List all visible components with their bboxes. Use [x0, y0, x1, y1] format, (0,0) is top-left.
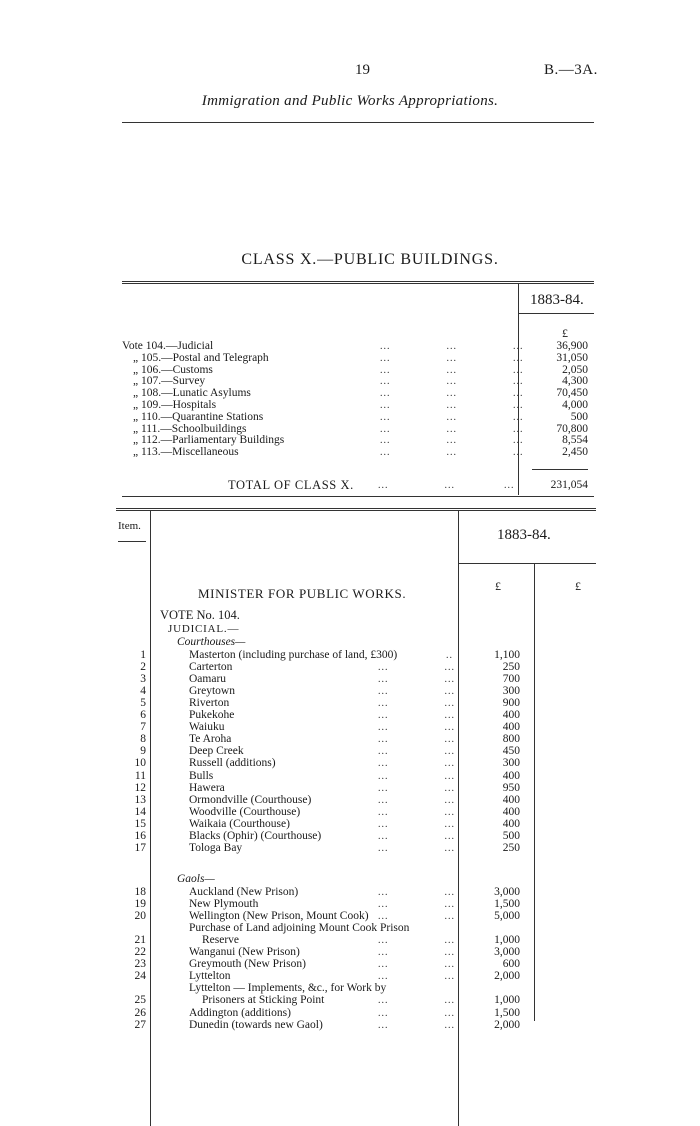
- item-number: 10: [134, 757, 146, 770]
- detail-row-label: Waiuku: [189, 721, 225, 734]
- summary-row-label: „ 113.—Miscellaneous: [133, 446, 239, 459]
- detail-row-amount: 1,500: [494, 1006, 520, 1019]
- gaols-heading: Gaols—: [177, 873, 215, 885]
- detail-row-amount: 400: [502, 721, 520, 734]
- detail-row-leader: ... ...: [378, 770, 455, 782]
- detail-row-amount: 400: [502, 769, 520, 782]
- detail-row-label: Bulls: [189, 769, 214, 782]
- detail-row-amount: 1,100: [494, 649, 520, 661]
- item-number: 5: [140, 697, 146, 710]
- item-number: 24: [134, 970, 146, 983]
- courthouses-heading: Courthouses—: [177, 636, 246, 648]
- detail-row-label: Pukekohe: [189, 709, 235, 722]
- summary-row-label: „ 108.—Lunatic Asylums: [133, 387, 251, 400]
- summary-row-amount: 31,050: [556, 351, 588, 364]
- detail-row-amount: 400: [502, 709, 520, 722]
- summary-row-label: Vote 104.—Judicial: [122, 340, 214, 352]
- detail-row-leader: ... ...: [378, 794, 455, 806]
- detail-item-divider: [150, 511, 151, 1126]
- detail-row-label-continued: Prisoners at Sticking Point: [202, 994, 325, 1007]
- summary-row-label: „ 106.—Customs: [133, 363, 213, 376]
- summary-row-label: „ 112.—Parliamentary Buildings: [133, 434, 285, 447]
- detail-row-leader: ... ...: [378, 959, 455, 971]
- detail-row-label: Lyttelton — Implements, &c., for Work by: [189, 982, 387, 995]
- summary-top-rule-double: [122, 283, 594, 284]
- summary-row-amount: 4,000: [562, 399, 588, 411]
- item-number: 17: [134, 841, 146, 854]
- running-title: Immigration and Public Works Appropriations.: [201, 93, 499, 109]
- detail-row-leader: ... ...: [378, 710, 455, 722]
- document-reference: B.—3A.: [544, 62, 598, 78]
- summary-row-leader: ... ... ...: [380, 447, 524, 459]
- detail-currency-2: £: [575, 579, 581, 593]
- detail-row-amount: 400: [502, 793, 520, 806]
- item-number: 4: [140, 685, 146, 698]
- detail-row-amount: 3,000: [494, 946, 520, 959]
- summary-year-header: 1883-84.: [530, 292, 584, 308]
- detail-total-divider: [534, 563, 535, 1021]
- item-column-header: Item.: [118, 520, 141, 532]
- summary-row-label: „ 107.—Survey: [133, 375, 206, 388]
- detail-row-label: Purchase of Land adjoining Mount Cook Prison: [189, 922, 410, 935]
- detail-row-leader: ... ...: [378, 746, 455, 758]
- class-title: CLASS X.—PUBLIC BUILDINGS.: [241, 251, 499, 268]
- detail-row-amount: 800: [502, 733, 520, 746]
- detail-year-rule: [459, 563, 596, 564]
- vote-name: JUDICIAL.—: [168, 623, 240, 635]
- detail-row-amount: 450: [502, 745, 520, 758]
- summary-row-label: „ 109.—Hospitals: [133, 399, 217, 411]
- detail-row-label: Auckland (New Prison): [189, 886, 299, 898]
- vote-heading: VOTE No. 104.: [160, 608, 240, 622]
- summary-row-leader: ... ... ...: [380, 376, 524, 388]
- detail-year-header: 1883-84.: [497, 527, 551, 543]
- detail-row-leader: ... ...: [378, 722, 455, 734]
- detail-row-label: Lyttelton: [189, 970, 231, 983]
- item-number: 14: [134, 805, 146, 818]
- detail-row-label: Deep Creek: [189, 745, 244, 758]
- detail-row-label: Carterton: [189, 661, 233, 674]
- detail-row-leader: ... ...: [378, 842, 455, 854]
- detail-row-leader: ... ...: [378, 806, 455, 818]
- detail-row-amount: 1,000: [494, 934, 520, 947]
- detail-row-amount: 400: [502, 805, 520, 818]
- detail-row-leader: ... ...: [378, 1019, 455, 1031]
- item-number: 9: [140, 745, 146, 758]
- summary-top-rule: [122, 281, 594, 282]
- detail-row-amount: 2,000: [494, 1018, 520, 1031]
- detail-row-leader: ... ...: [378, 818, 455, 830]
- detail-row-label: Oamaru: [189, 673, 227, 686]
- detail-row-leader: ... ...: [378, 734, 455, 746]
- detail-row-amount: 1,500: [494, 898, 520, 911]
- summary-row-leader: ... ... ...: [380, 435, 524, 447]
- detail-row-leader: ... ...: [378, 758, 455, 770]
- summary-row-amount: 500: [570, 410, 588, 423]
- detail-row-label-continued: Reserve: [202, 934, 240, 947]
- item-number: 19: [134, 898, 146, 911]
- detail-row-label: Waikaia (Courthouse): [189, 817, 290, 830]
- summary-row-leader: ... ... ...: [380, 400, 524, 411]
- detail-row-leader: ... ...: [378, 674, 455, 686]
- detail-row-label: Blacks (Ophir) (Courthouse): [189, 829, 322, 842]
- detail-row-label: Greytown: [189, 685, 235, 698]
- detail-row-leader: ... ...: [378, 935, 455, 947]
- summary-row-amount: 4,300: [562, 375, 588, 388]
- detail-row-leader: ... ...: [378, 911, 455, 923]
- summary-row-amount: 70,800: [556, 422, 588, 435]
- item-underline: [118, 541, 146, 542]
- detail-row-label: Te Aroha: [189, 733, 232, 746]
- item-number: 2: [140, 661, 146, 674]
- summary-row-amount: 36,900: [556, 340, 588, 352]
- detail-row-leader: ..: [446, 650, 453, 661]
- summary-row-amount: 2,050: [562, 363, 588, 376]
- detail-row-label: Wanganui (New Prison): [189, 946, 300, 959]
- detail-row-amount: 2,000: [494, 970, 520, 983]
- item-number: 12: [134, 781, 146, 794]
- item-number: 23: [134, 958, 146, 971]
- detail-row-label: Russell (additions): [189, 757, 276, 770]
- detail-row-amount: 300: [502, 757, 520, 770]
- detail-currency-1: £: [495, 579, 501, 593]
- summary-row-leader: ... ... ...: [380, 341, 524, 352]
- detail-amount-divider: [458, 511, 459, 1126]
- detail-row-leader: ... ...: [378, 662, 455, 674]
- item-number: 13: [134, 793, 146, 806]
- summary-row-label: „ 111.—Schoolbuildings: [133, 422, 247, 435]
- page-number: 19: [355, 62, 370, 78]
- summary-row-leader: ... ... ...: [380, 423, 524, 435]
- detail-row-label: Ormondville (Courthouse): [189, 793, 312, 806]
- summary-row-amount: 70,450: [556, 387, 588, 400]
- header-rule: [122, 122, 594, 123]
- minister-heading: MINISTER FOR PUBLIC WORKS.: [198, 586, 407, 601]
- detail-row-leader: ... ...: [378, 995, 455, 1007]
- detail-row-label: Dunedin (towards new Gaol): [189, 1018, 323, 1031]
- item-number: 18: [134, 886, 146, 898]
- detail-row-amount: 300: [502, 685, 520, 698]
- detail-row-label: Hawera: [189, 781, 225, 794]
- summary-row-amount: 8,554: [562, 434, 588, 447]
- item-number: 25: [134, 994, 146, 1007]
- item-number: 27: [134, 1018, 146, 1031]
- detail-row-leader: ... ...: [378, 782, 455, 794]
- detail-row-leader: ... ...: [378, 698, 455, 710]
- summary-total-label: TOTAL OF CLASS X.: [228, 478, 354, 492]
- detail-row-label: Riverton: [189, 697, 230, 710]
- detail-row-leader: ... ...: [378, 899, 455, 911]
- detail-row-label: Tologa Bay: [189, 841, 243, 854]
- item-number: 3: [140, 673, 146, 686]
- summary-row-leader: ... ... ...: [380, 411, 524, 423]
- item-number: 1: [140, 649, 146, 661]
- detail-row-amount: 250: [502, 841, 520, 854]
- item-number: 21: [134, 934, 146, 947]
- detail-row-label: Woodville (Courthouse): [189, 805, 301, 818]
- summary-bottom-rule: [122, 496, 594, 497]
- summary-row-label: „ 105.—Postal and Telegraph: [133, 351, 269, 364]
- summary-row-leader: ... ... ...: [380, 388, 524, 400]
- detail-row-leader: ... ...: [378, 971, 455, 983]
- item-number: 15: [134, 817, 146, 830]
- item-number: 22: [134, 946, 146, 959]
- detail-row-amount: 1,000: [494, 994, 520, 1007]
- item-number: 6: [140, 709, 146, 722]
- item-number: 26: [134, 1006, 146, 1019]
- detail-row-leader: ... ...: [378, 947, 455, 959]
- item-number: 11: [134, 769, 146, 782]
- detail-row-leader: ... ...: [378, 1007, 455, 1019]
- detail-row-amount: 5,000: [494, 910, 520, 923]
- detail-row-leader: ... ...: [378, 686, 455, 698]
- summary-total-amount: 231,054: [550, 479, 588, 491]
- detail-row-amount: 600: [502, 958, 520, 971]
- detail-top-rule: [116, 508, 596, 509]
- summary-year-rule: [519, 313, 594, 314]
- detail-top-rule-double: [116, 510, 596, 511]
- detail-row-label: Masterton (including purchase of land, £300): [189, 649, 398, 661]
- detail-row-amount: 500: [502, 829, 520, 842]
- summary-currency: £: [562, 326, 568, 340]
- summary-row-leader: ... ... ...: [380, 352, 524, 364]
- detail-row-amount: 900: [502, 697, 520, 710]
- summary-total-leader: ... ... ...: [378, 480, 515, 491]
- summary-row-amount: 2,450: [562, 446, 588, 459]
- detail-row-amount: 400: [502, 817, 520, 830]
- summary-total-rule: [532, 469, 588, 470]
- detail-row-label: Wellington (New Prison, Mount Cook): [189, 910, 369, 923]
- detail-row-amount: 950: [502, 781, 520, 794]
- detail-row-leader: ... ...: [378, 887, 455, 898]
- detail-row-amount: 3,000: [494, 886, 520, 898]
- summary-row-leader: ... ... ...: [380, 364, 524, 376]
- summary-row-label: „ 110.—Quarantine Stations: [133, 410, 264, 423]
- detail-row-label: Greymouth (New Prison): [189, 958, 306, 971]
- item-number: 8: [140, 733, 146, 746]
- detail-row-amount: 250: [502, 661, 520, 674]
- item-number: 7: [140, 721, 146, 734]
- item-number: 16: [134, 829, 146, 842]
- detail-row-leader: ... ...: [378, 830, 455, 842]
- item-number: 20: [134, 910, 146, 923]
- detail-row-amount: 700: [502, 673, 520, 686]
- detail-row-label: New Plymouth: [189, 898, 259, 911]
- detail-row-label: Addington (additions): [189, 1006, 291, 1019]
